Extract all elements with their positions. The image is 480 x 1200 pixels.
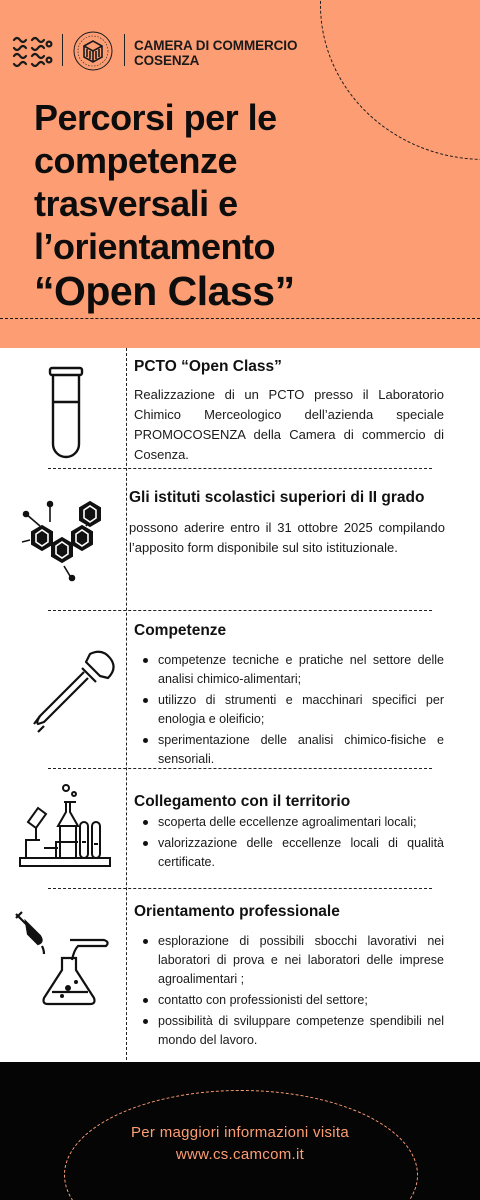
header-dashed-divider [0,318,480,319]
test-tube-icon [44,364,88,464]
header-banner [0,0,480,348]
title-line-4: l’orientamento [34,226,276,267]
section-text-istituti: possono aderire entro il 31 ottobre 2025 compilando l’apposito form disponibile sul sito istituzionale. [129,520,445,555]
section-text-pcto: Realizzazione di un PCTO presso il Laboratorio Chimico Merceologico dell’azienda speciale PROMOCOSENZA della Camera di commercio di Cosenza. [134,387,444,462]
list-item: esplorazione di possibili sbocchi lavorativi nei laboratori di prova e nei laboratori delle imprese agroalimentari ; [134,932,444,989]
dropper-icon [28,646,118,734]
page-title [34,96,295,314]
footer [0,1062,480,1200]
promocosenza-seal-icon [72,30,114,72]
section-title-orientamento: Orientamento professionale [134,903,340,920]
title-line-2: competenze [34,140,238,181]
logo-divider [62,34,63,66]
territorio-list [134,813,444,874]
section-title-pcto: PCTO “Open Class” [134,358,282,375]
molecule-icon [18,496,108,582]
section-divider [48,888,432,889]
list-item: competenze tecniche e pratiche nel settore delle analisi chimico-alimentari; [134,651,444,689]
title-line-1: Percorsi per le [34,97,277,138]
list-item: possibilità di sviluppare competenze spendibili nel mondo del lavoro. [134,1012,444,1050]
competenze-list [134,651,444,771]
section-divider [48,610,432,611]
list-item: sperimentazione delle analisi chimico-fisiche e sensoriali. [134,731,444,769]
section-divider [48,468,432,469]
list-item: contatto con professionisti del settore; [134,991,444,1010]
section-title-territorio: Collegamento con il territorio [134,793,351,810]
list-item: utilizzo di strumenti e macchinari specifici per enologia e oleificio; [134,691,444,729]
list-item: valorizzazione delle eccellenze locali di qualità certificate. [134,834,444,872]
title-line-3: trasversali e [34,183,238,224]
lab-equipment-icon [16,782,114,872]
footer-info [0,1122,480,1166]
brand-line-1: CAMERA DI COMMERCIO [134,38,298,53]
section-title-istituti: Gli istituti scolastici superiori di II grado [129,489,425,506]
brand-line-2: COSENZA [134,53,200,68]
camera-commercio-pattern-icon [10,34,54,70]
orientamento-list [134,932,444,1052]
flask-pouring-icon [12,908,116,1012]
vertical-dashed-divider [126,348,127,1060]
section-divider [48,768,432,769]
title-line-5: “Open Class” [34,268,295,314]
brand-name [134,38,297,68]
footer-line-1: Per maggiori informazioni visita [130,1124,349,1141]
section-title-competenze: Competenze [134,622,227,639]
website-link[interactable]: www.cs.camcom.it [175,1146,305,1163]
brand-divider [124,34,125,66]
decorative-dashed-circle [320,0,480,160]
list-item: scoperta delle eccellenze agroalimentari locali; [134,813,444,832]
